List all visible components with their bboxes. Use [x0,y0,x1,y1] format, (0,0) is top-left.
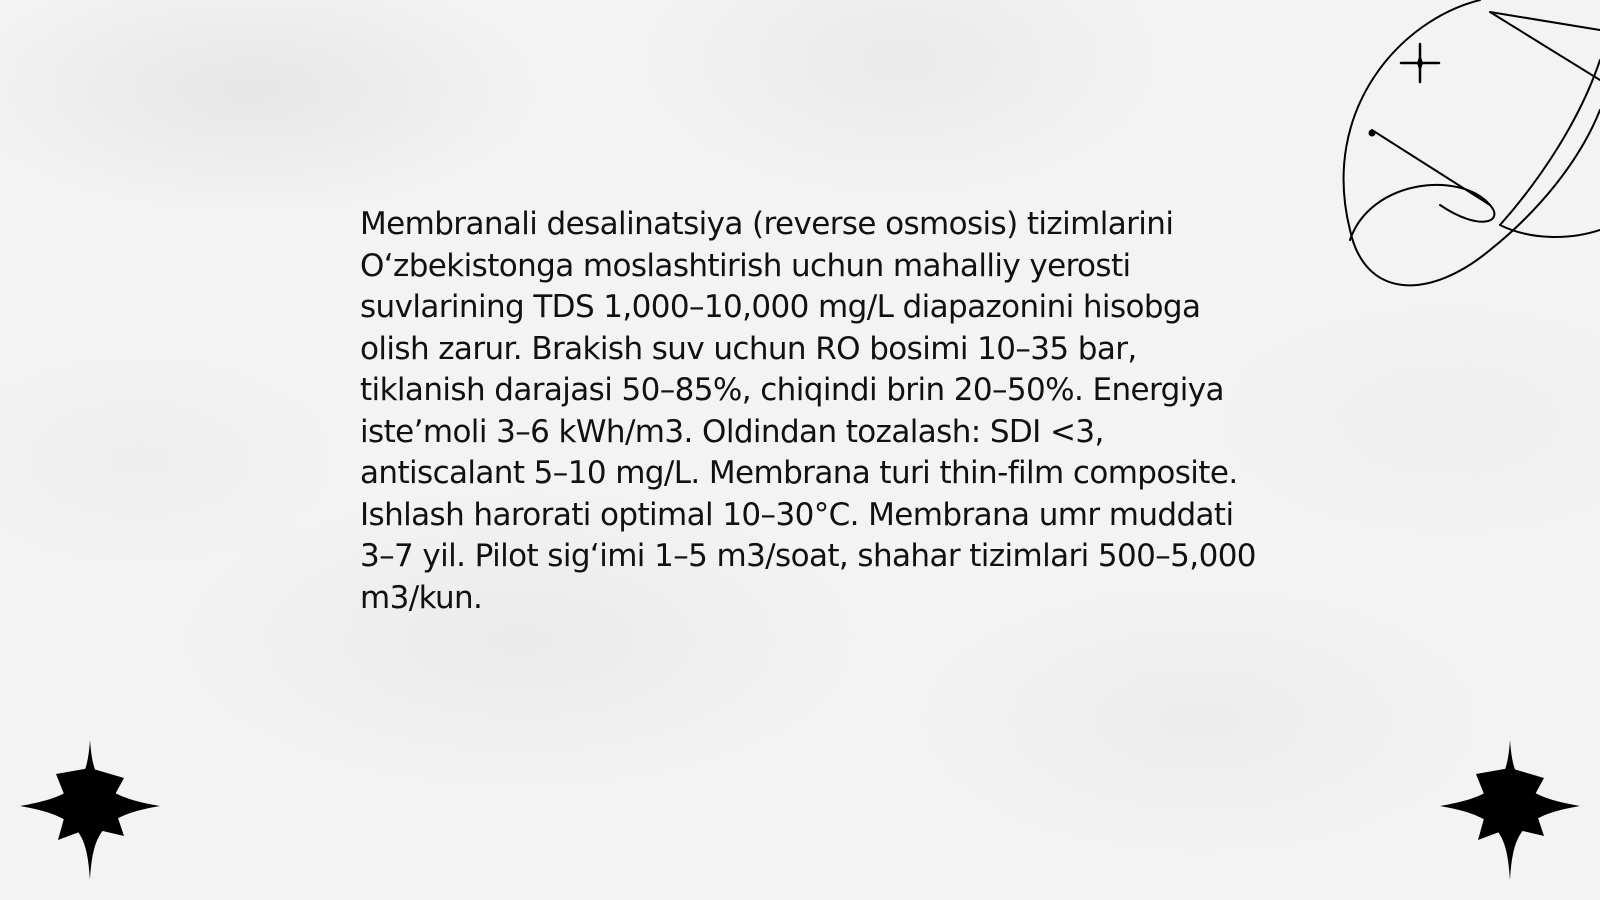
orbit-sparkle-icon [1340,0,1600,290]
four-point-star-icon [20,740,160,880]
four-point-star-icon [1440,740,1580,880]
body-text: Membranali desalinatsiya (reverse osmosis) tizimlarini O‘zbekistonga moslashtirish uchun mahalliy yerosti suvlarining TDS 1,000–10,000 mg/L diapazonini hisobga olish zarur. Brakish suv uchun RO bosimi 10–35 bar, tiklanish darajasi 50–85%, chiqindi brin 20–50%. Energiya iste’moli 3–6 kWh/m3. Oldindan tozalash: SDI <3, antiscalant 5–10 mg/L. Membrana turi thin-film composite. Ishlash harorati optimal 10–30°C. Membrana umr muddati 3–7 yil. Pilot sig‘imi 1–5 m3/soat, shahar tizimlari 500–5,000 m3/kun. [360,206,1256,616]
